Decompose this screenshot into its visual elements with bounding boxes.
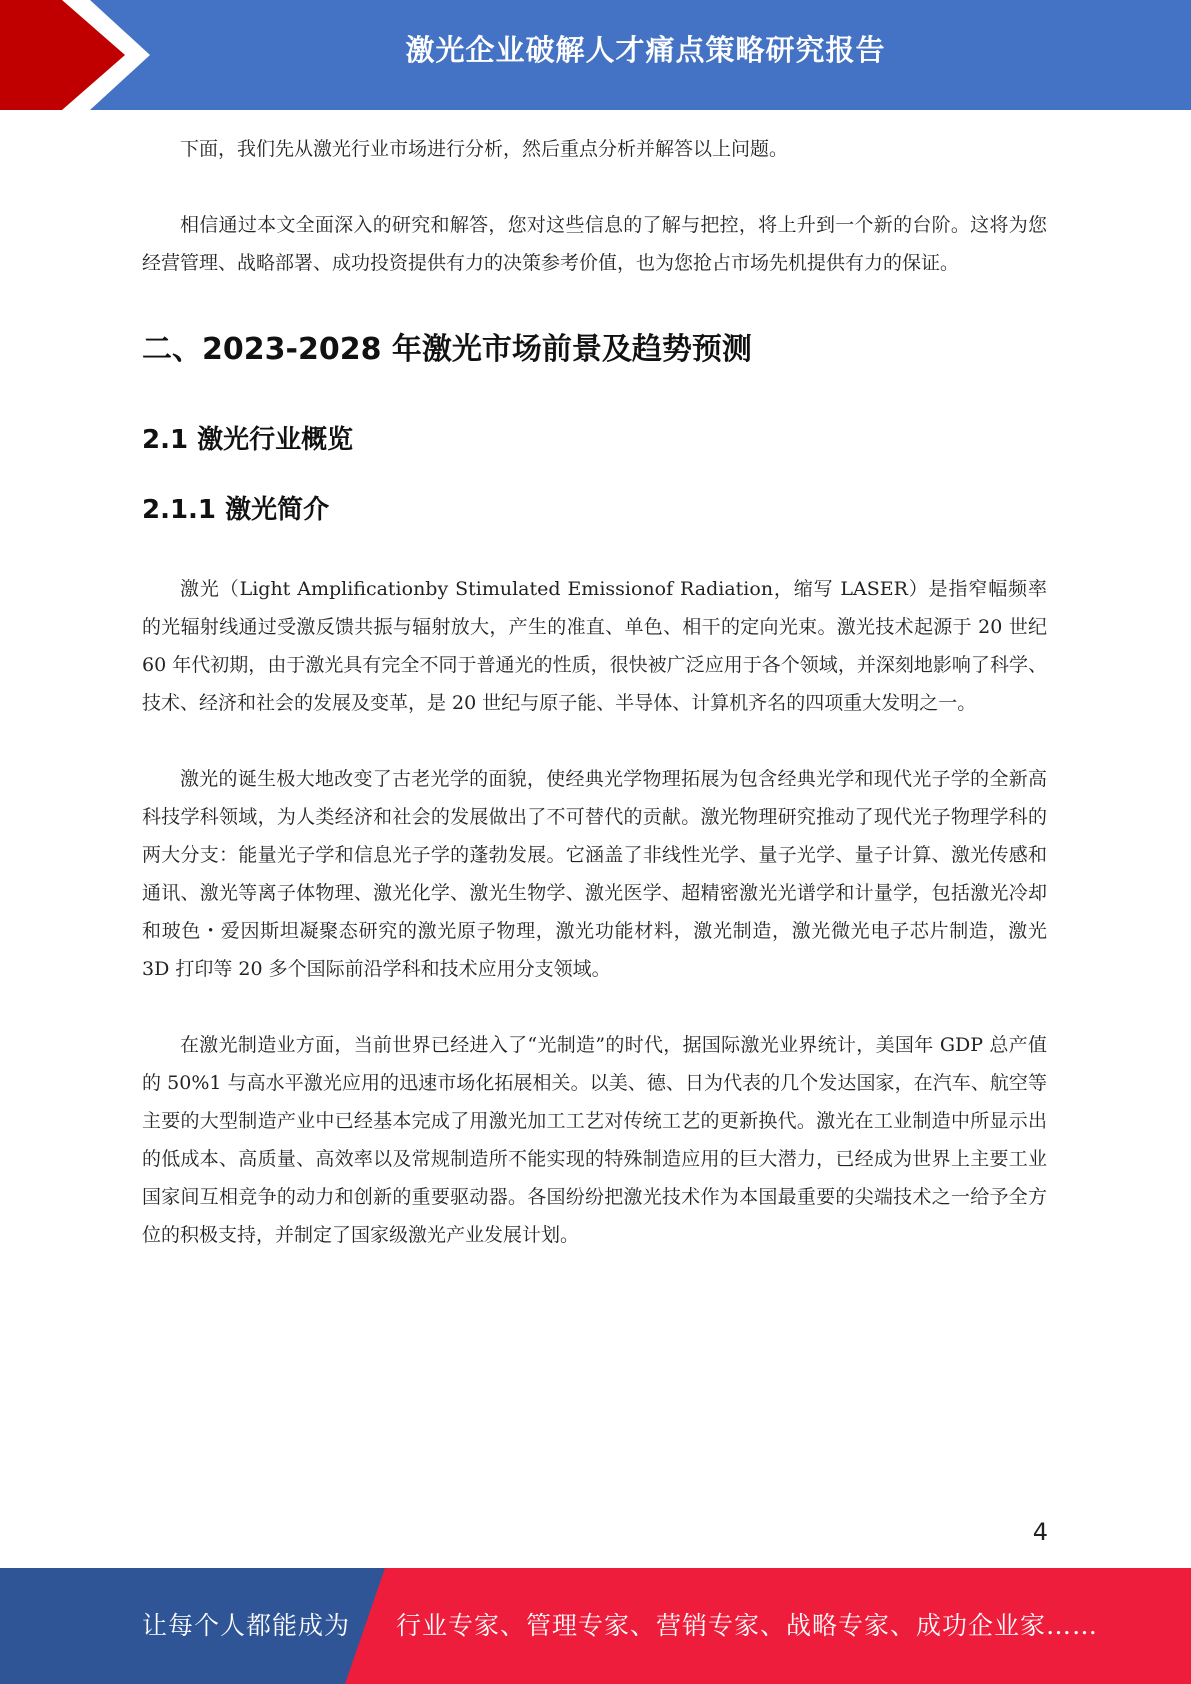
subsection-heading: 2.1 激光行业概览 xyxy=(142,425,354,455)
header-chevron-decoration xyxy=(0,0,160,110)
page-content xyxy=(142,130,1047,1254)
page-number: 4 xyxy=(1032,1518,1048,1546)
document-title: 激光企业破解人才痛点策略研究报告 xyxy=(405,33,886,67)
footer-banner xyxy=(0,1568,1191,1684)
body-paragraph: 在激光制造业方面，当前世界已经进入了“光制造”的时代，据国际激光业界统计，美国年 GDP 总产值的 50%1 与高水平激光应用的迅速市场化拓展相关。以美、德、日为代表的几个发达国家，在汽车、航空等主要的大型制造产业中已经基本完成了用激光加工工艺对传统工艺的更新换代。激光在工业制造中所显示出的低成本、高质量、高效率以及常规制造所不能实现的特殊制造应用的巨大潜力，已经成为世界上主要工业国家间互相竞争的动力和创新的重要驱动器。各国纷纷把激光技术作为本国最重要的尖端技术之一给予全方位的积极支持，并制定了国家级激光产业发展计划。 xyxy=(142,1034,1047,1246)
section-heading: 二、2023-2028 年激光市场前景及趋势预测 xyxy=(142,332,752,367)
body-paragraph: 激光（Light Amplificationby Stimulated Emissionof Radiation，缩写 LASER）是指窄幅频率的光辐射线通过受激反馈共振与辐射放大，产生的准直、单色、相干的定向光束。激光技术起源于 20 世纪 60 年代初期，由于激光具有完全不同于普通光的性质，很快被广泛应用于各个领域，并深刻地影响了科学、技术、经济和社会的发展及变革，是 20 世纪与原子能、半导体、计算机齐名的四项重大发明之一。 xyxy=(142,578,1047,714)
subsubsection-heading: 2.1.1 激光简介 xyxy=(142,495,330,525)
body-paragraph: 激光的诞生极大地改变了古老光学的面貌，使经典光学物理拓展为包含经典光学和现代光子学的全新高科技学科领域，为人类经济和社会的发展做出了不可替代的贡献。激光物理研究推动了现代光子物理学科的两大分支：能量光子学和信息光子学的蓬勃发展。它涵盖了非线性光学、量子光学、量子计算、激光传感和通讯、激光等离子体物理、激光化学、激光生物学、激光医学、超精密激光光谱学和计量学，包括激光冷却和玻色・爱因斯坦凝聚态研究的激光原子物理，激光功能材料，激光制造，激光微光电子芯片制造，激光 3D 打印等 20 多个国际前沿学科和技术应用分支领域。 xyxy=(142,768,1047,980)
footer-slogan-left: 让每个人都能成为 xyxy=(142,1611,351,1640)
header-banner xyxy=(0,0,1191,110)
intro-paragraph: 下面，我们先从激光行业市场进行分析，然后重点分析并解答以上问题。 xyxy=(180,138,789,160)
intro-paragraph: 相信通过本文全面深入的研究和解答，您对这些信息的了解与把控，将上升到一个新的台阶。这将为您经营管理、战略部署、成功投资提供有力的决策参考价值，也为您抢占市场先机提供有力的保证。 xyxy=(142,214,1047,274)
footer-slogan-right: 行业专家、管理专家、营销专家、战略专家、成功企业家…… xyxy=(396,1611,1099,1640)
